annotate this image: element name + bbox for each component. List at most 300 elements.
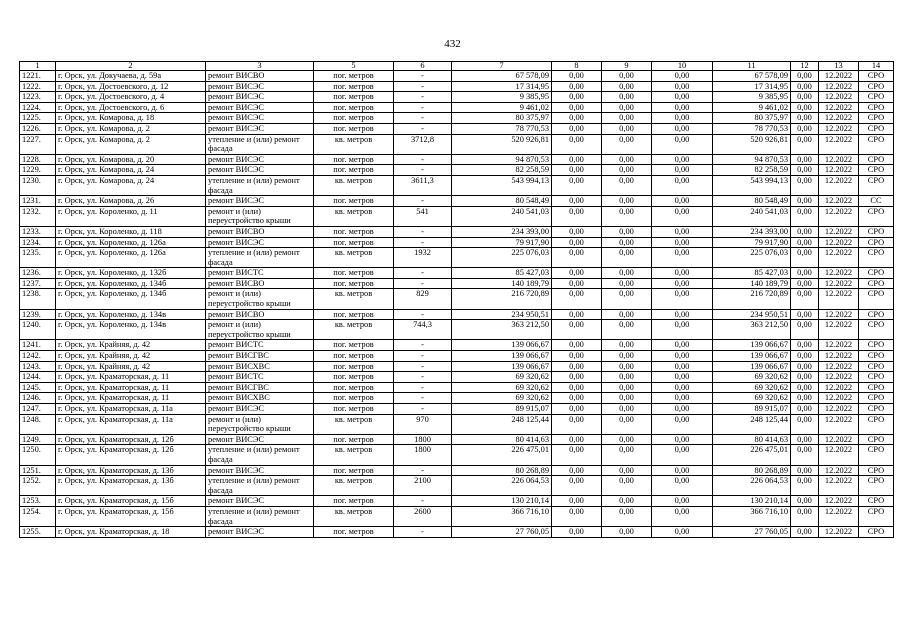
quantity-cell: 744,3 <box>394 320 452 340</box>
cost-other-cell: 0,00 <box>652 445 713 465</box>
deadline-cell: 12.2022 <box>819 289 859 309</box>
specific-cost-cell: 0,00 <box>791 196 819 207</box>
row-number-cell: 1232. <box>20 206 56 226</box>
unit-cell: пог. метров <box>314 465 394 476</box>
method-cell: СРО <box>859 92 894 103</box>
address-cell: г. Орск, ул. Краматорская, д. 13б <box>56 476 206 496</box>
cost-other-cell: 0,00 <box>652 92 713 103</box>
table-row <box>20 506 894 526</box>
row-number-cell: 1237. <box>20 278 56 289</box>
cost-fund-cell: 0,00 <box>552 361 602 372</box>
deadline-cell: 12.2022 <box>819 278 859 289</box>
quantity-cell: 1932 <box>394 248 452 268</box>
cost-other-cell: 0,00 <box>652 206 713 226</box>
cost-budget-cell: 0,00 <box>602 175 652 195</box>
specific-cost-cell: 0,00 <box>791 393 819 404</box>
deadline-cell: 12.2022 <box>819 175 859 195</box>
cost-other-cell: 0,00 <box>652 71 713 82</box>
address-cell: г. Орск, ул. Короленко, д. 134б <box>56 278 206 289</box>
quantity-cell: 3611,3 <box>394 175 452 195</box>
specific-cost-cell: 0,00 <box>791 340 819 351</box>
table-row <box>20 340 894 351</box>
work-type-cell: ремонт ВИСЭС <box>206 81 314 92</box>
method-cell: СРО <box>859 340 894 351</box>
cost-fund-cell: 0,00 <box>552 206 602 226</box>
method-cell: СРО <box>859 404 894 415</box>
specific-cost-cell: 0,00 <box>791 309 819 320</box>
unit-cell: пог. метров <box>314 81 394 92</box>
cost-fund-cell: 0,00 <box>552 237 602 248</box>
row-number-cell: 1238. <box>20 289 56 309</box>
cost-budget-cell: 0,00 <box>602 154 652 165</box>
specific-cost-cell: 0,00 <box>791 113 819 124</box>
cost-budget-cell: 0,00 <box>602 445 652 465</box>
total-cost-cell: 366 716,10 <box>452 506 552 526</box>
column-number: 12 <box>791 62 819 71</box>
method-cell: СРО <box>859 434 894 445</box>
specific-cost-cell: 0,00 <box>791 278 819 289</box>
total-cost-cell: 248 125,44 <box>452 414 552 434</box>
deadline-cell: 12.2022 <box>819 320 859 340</box>
total-cost-cell: 139 066,67 <box>452 340 552 351</box>
cost-other-cell: 0,00 <box>652 278 713 289</box>
cost-budget-cell: 0,00 <box>602 527 652 538</box>
cost-budget-cell: 0,00 <box>602 404 652 415</box>
method-cell: СРО <box>859 351 894 362</box>
method-cell: СРО <box>859 268 894 279</box>
cost-owners-cell: 139 066,67 <box>713 340 791 351</box>
cost-owners-cell: 80 268,89 <box>713 465 791 476</box>
deadline-cell: 12.2022 <box>819 476 859 496</box>
address-cell: г. Орск, ул. Краматорская, д. 18 <box>56 527 206 538</box>
cost-budget-cell: 0,00 <box>602 361 652 372</box>
cost-other-cell: 0,00 <box>652 476 713 496</box>
cost-other-cell: 0,00 <box>652 196 713 207</box>
table-row <box>20 496 894 507</box>
work-type-cell: ремонт ВИСЭС <box>206 154 314 165</box>
unit-cell: пог. метров <box>314 71 394 82</box>
cost-owners-cell: 140 189,79 <box>713 278 791 289</box>
deadline-cell: 12.2022 <box>819 372 859 383</box>
deadline-cell: 12.2022 <box>819 237 859 248</box>
cost-other-cell: 0,00 <box>652 465 713 476</box>
unit-cell: кв. метров <box>314 506 394 526</box>
unit-cell: пог. метров <box>314 382 394 393</box>
unit-cell: пог. метров <box>314 196 394 207</box>
work-type-cell: ремонт ВИСЭС <box>206 527 314 538</box>
method-cell: СРО <box>859 123 894 134</box>
method-cell: СРО <box>859 206 894 226</box>
cost-owners-cell: 89 915,07 <box>713 404 791 415</box>
cost-fund-cell: 0,00 <box>552 372 602 383</box>
cost-budget-cell: 0,00 <box>602 226 652 237</box>
row-number-cell: 1235. <box>20 248 56 268</box>
deadline-cell: 12.2022 <box>819 81 859 92</box>
unit-cell: пог. метров <box>314 92 394 103</box>
row-number-cell: 1252. <box>20 476 56 496</box>
method-cell: СРО <box>859 506 894 526</box>
method-cell: СРО <box>859 382 894 393</box>
total-cost-cell: 69 320,62 <box>452 393 552 404</box>
method-cell: СРО <box>859 81 894 92</box>
quantity-cell: - <box>394 165 452 176</box>
table-row <box>20 434 894 445</box>
method-cell: СРО <box>859 175 894 195</box>
unit-cell: кв. метров <box>314 289 394 309</box>
deadline-cell: 12.2022 <box>819 414 859 434</box>
cost-other-cell: 0,00 <box>652 123 713 134</box>
address-cell: г. Орск, ул. Крайняя, д. 42 <box>56 351 206 362</box>
cost-owners-cell: 9 385,95 <box>713 92 791 103</box>
cost-fund-cell: 0,00 <box>552 393 602 404</box>
cost-other-cell: 0,00 <box>652 289 713 309</box>
row-number-cell: 1241. <box>20 340 56 351</box>
deadline-cell: 12.2022 <box>819 382 859 393</box>
cost-owners-cell: 69 320,62 <box>713 393 791 404</box>
specific-cost-cell: 0,00 <box>791 248 819 268</box>
row-number-cell: 1251. <box>20 465 56 476</box>
cost-fund-cell: 0,00 <box>552 404 602 415</box>
work-type-cell: ремонт ВИСТС <box>206 268 314 279</box>
deadline-cell: 12.2022 <box>819 506 859 526</box>
cost-other-cell: 0,00 <box>652 340 713 351</box>
cost-fund-cell: 0,00 <box>552 71 602 82</box>
table-row <box>20 237 894 248</box>
cost-budget-cell: 0,00 <box>602 113 652 124</box>
address-cell: г. Орск, ул. Крайняя, д. 42 <box>56 340 206 351</box>
unit-cell: кв. метров <box>314 175 394 195</box>
cost-fund-cell: 0,00 <box>552 175 602 195</box>
address-cell: г. Орск, ул. Короленко, д. 11 <box>56 206 206 226</box>
work-type-cell: ремонт ВИСЭС <box>206 92 314 103</box>
total-cost-cell: 9 461,02 <box>452 102 552 113</box>
cost-budget-cell: 0,00 <box>602 351 652 362</box>
cost-fund-cell: 0,00 <box>552 496 602 507</box>
total-cost-cell: 17 314,95 <box>452 81 552 92</box>
quantity-cell: - <box>394 154 452 165</box>
unit-cell: пог. метров <box>314 404 394 415</box>
cost-budget-cell: 0,00 <box>602 320 652 340</box>
work-type-cell: ремонт ВИСЭС <box>206 102 314 113</box>
total-cost-cell: 80 268,89 <box>452 465 552 476</box>
row-number-cell: 1240. <box>20 320 56 340</box>
cost-owners-cell: 234 393,00 <box>713 226 791 237</box>
table-row <box>20 71 894 82</box>
deadline-cell: 12.2022 <box>819 226 859 237</box>
unit-cell: пог. метров <box>314 527 394 538</box>
address-cell: г. Орск, ул. Комарова, д. 26 <box>56 196 206 207</box>
method-cell: СРО <box>859 414 894 434</box>
cost-budget-cell: 0,00 <box>602 81 652 92</box>
table-row <box>20 361 894 372</box>
specific-cost-cell: 0,00 <box>791 123 819 134</box>
cost-fund-cell: 0,00 <box>552 92 602 103</box>
cost-budget-cell: 0,00 <box>602 340 652 351</box>
specific-cost-cell: 0,00 <box>791 372 819 383</box>
work-type-cell: утепление и (или) ремонт фасада <box>206 476 314 496</box>
row-number-cell: 1224. <box>20 102 56 113</box>
unit-cell: пог. метров <box>314 154 394 165</box>
work-type-cell: ремонт ВИСГВС <box>206 382 314 393</box>
table-row <box>20 81 894 92</box>
unit-cell: кв. метров <box>314 134 394 154</box>
cost-owners-cell: 9 461,02 <box>713 102 791 113</box>
work-type-cell: ремонт ВИСЭС <box>206 113 314 124</box>
cost-fund-cell: 0,00 <box>552 134 602 154</box>
cost-owners-cell: 80 414,63 <box>713 434 791 445</box>
unit-cell: кв. метров <box>314 248 394 268</box>
specific-cost-cell: 0,00 <box>791 289 819 309</box>
method-cell: СРО <box>859 113 894 124</box>
unit-cell: кв. метров <box>314 414 394 434</box>
specific-cost-cell: 0,00 <box>791 496 819 507</box>
work-type-cell: ремонт ВИСЭС <box>206 237 314 248</box>
total-cost-cell: 240 541,03 <box>452 206 552 226</box>
unit-cell: пог. метров <box>314 351 394 362</box>
column-number: 6 <box>394 62 452 71</box>
address-cell: г. Орск, ул. Краматорская, д. 13б <box>56 465 206 476</box>
specific-cost-cell: 0,00 <box>791 465 819 476</box>
cost-fund-cell: 0,00 <box>552 382 602 393</box>
cost-other-cell: 0,00 <box>652 237 713 248</box>
column-number: 8 <box>552 62 602 71</box>
quantity-cell: - <box>394 102 452 113</box>
total-cost-cell: 79 917,90 <box>452 237 552 248</box>
unit-cell: пог. метров <box>314 393 394 404</box>
unit-cell: кв. метров <box>314 206 394 226</box>
quantity-cell: - <box>394 113 452 124</box>
table-row <box>20 113 894 124</box>
work-type-cell: ремонт ВИСХВС <box>206 361 314 372</box>
cost-other-cell: 0,00 <box>652 113 713 124</box>
method-cell: СРО <box>859 361 894 372</box>
cost-budget-cell: 0,00 <box>602 268 652 279</box>
total-cost-cell: 140 189,79 <box>452 278 552 289</box>
column-number: 14 <box>859 62 894 71</box>
cost-budget-cell: 0,00 <box>602 196 652 207</box>
repair-register-table <box>19 61 894 538</box>
cost-budget-cell: 0,00 <box>602 92 652 103</box>
row-number-cell: 1255. <box>20 527 56 538</box>
quantity-cell: 2100 <box>394 476 452 496</box>
unit-cell: пог. метров <box>314 361 394 372</box>
total-cost-cell: 139 066,67 <box>452 351 552 362</box>
address-cell: г. Орск, ул. Комарова, д. 2 <box>56 134 206 154</box>
specific-cost-cell: 0,00 <box>791 92 819 103</box>
cost-fund-cell: 0,00 <box>552 320 602 340</box>
total-cost-cell: 520 926,81 <box>452 134 552 154</box>
cost-budget-cell: 0,00 <box>602 496 652 507</box>
quantity-cell: - <box>394 361 452 372</box>
deadline-cell: 12.2022 <box>819 165 859 176</box>
table-row <box>20 414 894 434</box>
quantity-cell: 1800 <box>394 434 452 445</box>
specific-cost-cell: 0,00 <box>791 445 819 465</box>
cost-other-cell: 0,00 <box>652 361 713 372</box>
column-number: 9 <box>602 62 652 71</box>
deadline-cell: 12.2022 <box>819 154 859 165</box>
address-cell: г. Орск, ул. Краматорская, д. 11а <box>56 404 206 415</box>
address-cell: г. Орск, ул. Достоевского, д. 12 <box>56 81 206 92</box>
cost-owners-cell: 17 314,95 <box>713 81 791 92</box>
table-row <box>20 382 894 393</box>
unit-cell: пог. метров <box>314 113 394 124</box>
cost-other-cell: 0,00 <box>652 134 713 154</box>
work-type-cell: ремонт ВИСЭС <box>206 404 314 415</box>
work-type-cell: ремонт и (или) переустройство крыши <box>206 289 314 309</box>
cost-budget-cell: 0,00 <box>602 248 652 268</box>
address-cell: г. Орск, ул. Комарова, д. 24 <box>56 165 206 176</box>
deadline-cell: 12.2022 <box>819 496 859 507</box>
method-cell: СРО <box>859 496 894 507</box>
quantity-cell: 2600 <box>394 506 452 526</box>
method-cell: СРО <box>859 393 894 404</box>
table-row <box>20 248 894 268</box>
cost-other-cell: 0,00 <box>652 404 713 415</box>
row-number-cell: 1221. <box>20 71 56 82</box>
work-type-cell: ремонт ВИСЭС <box>206 123 314 134</box>
address-cell: г. Орск, ул. Короленко, д. 118 <box>56 226 206 237</box>
cost-other-cell: 0,00 <box>652 320 713 340</box>
page-number: 432 <box>444 38 461 50</box>
work-type-cell: ремонт ВИСВО <box>206 226 314 237</box>
method-cell: СРО <box>859 445 894 465</box>
cost-other-cell: 0,00 <box>652 382 713 393</box>
cost-owners-cell: 27 760,05 <box>713 527 791 538</box>
column-number: 1 <box>20 62 56 71</box>
address-cell: г. Орск, ул. Короленко, д. 126а <box>56 237 206 248</box>
quantity-cell: - <box>394 527 452 538</box>
cost-owners-cell: 67 578,09 <box>713 71 791 82</box>
table-row <box>20 289 894 309</box>
row-number-cell: 1230. <box>20 175 56 195</box>
total-cost-cell: 27 760,05 <box>452 527 552 538</box>
cost-fund-cell: 0,00 <box>552 226 602 237</box>
table-row <box>20 476 894 496</box>
address-cell: г. Орск, ул. Комарова, д. 24 <box>56 175 206 195</box>
cost-fund-cell: 0,00 <box>552 268 602 279</box>
cost-budget-cell: 0,00 <box>602 465 652 476</box>
table-row <box>20 165 894 176</box>
total-cost-cell: 69 320,62 <box>452 372 552 383</box>
table-row <box>20 206 894 226</box>
quantity-cell: - <box>394 278 452 289</box>
quantity-cell: - <box>394 81 452 92</box>
total-cost-cell: 216 720,89 <box>452 289 552 309</box>
specific-cost-cell: 0,00 <box>791 268 819 279</box>
cost-owners-cell: 139 066,67 <box>713 351 791 362</box>
total-cost-cell: 139 066,67 <box>452 361 552 372</box>
row-number-cell: 1228. <box>20 154 56 165</box>
row-number-cell: 1236. <box>20 268 56 279</box>
cost-fund-cell: 0,00 <box>552 123 602 134</box>
method-cell: СРО <box>859 237 894 248</box>
row-number-cell: 1244. <box>20 372 56 383</box>
cost-fund-cell: 0,00 <box>552 527 602 538</box>
row-number-cell: 1233. <box>20 226 56 237</box>
specific-cost-cell: 0,00 <box>791 414 819 434</box>
specific-cost-cell: 0,00 <box>791 226 819 237</box>
cost-fund-cell: 0,00 <box>552 165 602 176</box>
address-cell: г. Орск, ул. Короленко, д. 134в <box>56 309 206 320</box>
total-cost-cell: 69 320,62 <box>452 382 552 393</box>
cost-owners-cell: 69 320,62 <box>713 372 791 383</box>
total-cost-cell: 130 210,14 <box>452 496 552 507</box>
unit-cell: пог. метров <box>314 434 394 445</box>
specific-cost-cell: 0,00 <box>791 206 819 226</box>
address-cell: г. Орск, ул. Докучаева, д. 59а <box>56 71 206 82</box>
address-cell: г. Орск, ул. Краматорская, д. 15б <box>56 506 206 526</box>
unit-cell: кв. метров <box>314 320 394 340</box>
row-number-cell: 1248. <box>20 414 56 434</box>
address-cell: г. Орск, ул. Краматорская, д. 11 <box>56 372 206 383</box>
table-row <box>20 268 894 279</box>
cost-fund-cell: 0,00 <box>552 506 602 526</box>
table-row <box>20 404 894 415</box>
row-number-cell: 1245. <box>20 382 56 393</box>
unit-cell: пог. метров <box>314 496 394 507</box>
row-number-cell: 1229. <box>20 165 56 176</box>
address-cell: г. Орск, ул. Краматорская, д. 15б <box>56 496 206 507</box>
row-number-cell: 1253. <box>20 496 56 507</box>
work-type-cell: ремонт ВИСЭС <box>206 196 314 207</box>
cost-budget-cell: 0,00 <box>602 434 652 445</box>
work-type-cell: ремонт ВИСТС <box>206 340 314 351</box>
total-cost-cell: 363 212,50 <box>452 320 552 340</box>
method-cell: СРО <box>859 248 894 268</box>
unit-cell: пог. метров <box>314 278 394 289</box>
total-cost-cell: 89 915,07 <box>452 404 552 415</box>
quantity-cell: - <box>394 237 452 248</box>
column-number: 11 <box>713 62 791 71</box>
work-type-cell: ремонт ВИСЭС <box>206 465 314 476</box>
deadline-cell: 12.2022 <box>819 206 859 226</box>
cost-other-cell: 0,00 <box>652 527 713 538</box>
row-number-cell: 1254. <box>20 506 56 526</box>
work-type-cell: ремонт ВИСТС <box>206 372 314 383</box>
total-cost-cell: 67 578,09 <box>452 71 552 82</box>
unit-cell: пог. метров <box>314 268 394 279</box>
row-number-cell: 1222. <box>20 81 56 92</box>
specific-cost-cell: 0,00 <box>791 102 819 113</box>
work-type-cell: ремонт ВИСВО <box>206 309 314 320</box>
column-number: 3 <box>206 62 314 71</box>
work-type-cell: ремонт ВИСВО <box>206 71 314 82</box>
cost-fund-cell: 0,00 <box>552 196 602 207</box>
deadline-cell: 12.2022 <box>819 361 859 372</box>
cost-other-cell: 0,00 <box>652 372 713 383</box>
unit-cell: пог. метров <box>314 165 394 176</box>
cost-owners-cell: 80 548,49 <box>713 196 791 207</box>
address-cell: г. Орск, ул. Краматорская, д. 11а <box>56 414 206 434</box>
table-body <box>20 71 894 538</box>
specific-cost-cell: 0,00 <box>791 351 819 362</box>
specific-cost-cell: 0,00 <box>791 237 819 248</box>
method-cell: СРО <box>859 372 894 383</box>
quantity-cell: - <box>394 268 452 279</box>
quantity-cell: - <box>394 465 452 476</box>
total-cost-cell: 94 870,53 <box>452 154 552 165</box>
cost-owners-cell: 240 541,03 <box>713 206 791 226</box>
total-cost-cell: 226 064,53 <box>452 476 552 496</box>
cost-fund-cell: 0,00 <box>552 248 602 268</box>
total-cost-cell: 85 427,03 <box>452 268 552 279</box>
method-cell: СРО <box>859 165 894 176</box>
table-row <box>20 278 894 289</box>
quantity-cell: - <box>394 340 452 351</box>
cost-budget-cell: 0,00 <box>602 476 652 496</box>
unit-cell: пог. метров <box>314 372 394 383</box>
